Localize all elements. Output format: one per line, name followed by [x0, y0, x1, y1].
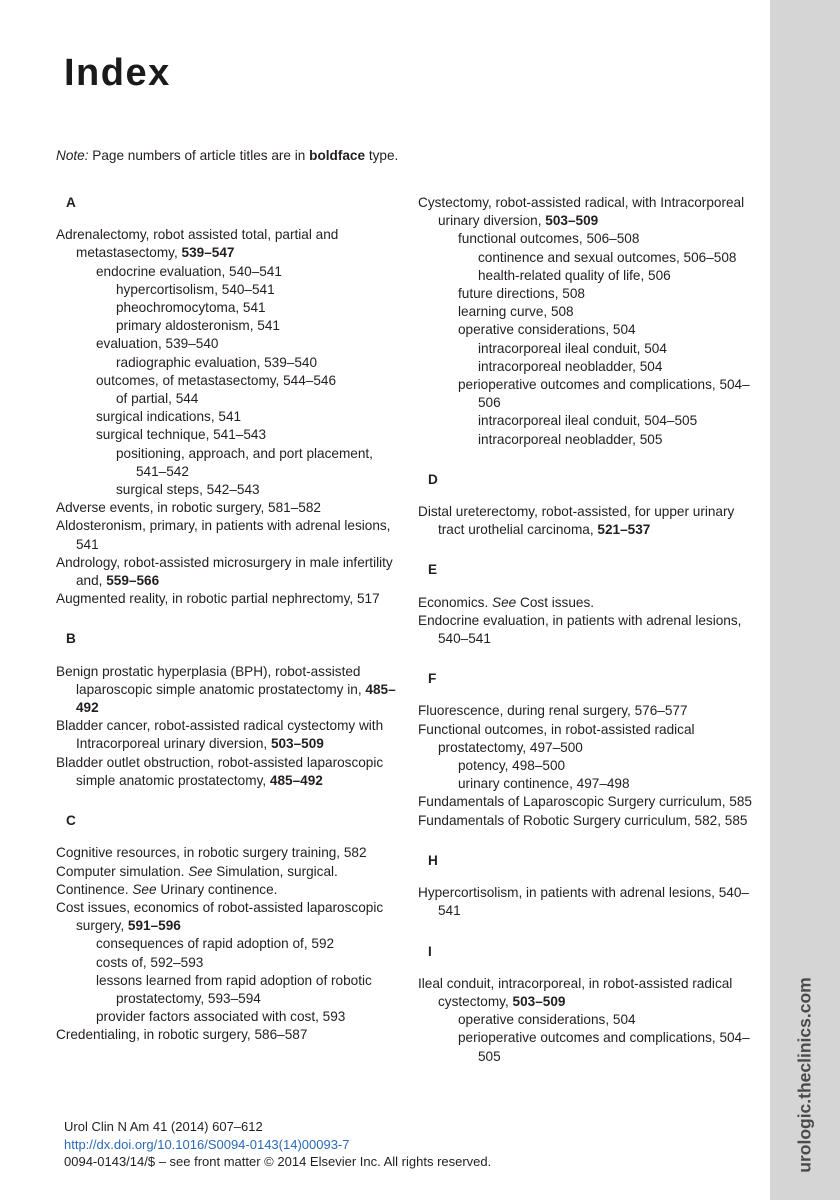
index-entry: Computer simulation. See Simulation, surgical.	[56, 863, 338, 879]
index-entry: Bladder outlet obstruction, robot-assisted laparoscopic simple anatomic prostatectomy, 485–492	[56, 754, 384, 788]
index-subentry: learning curve, 508	[458, 304, 574, 320]
section-c-continued	[418, 194, 758, 449]
index-entry: Bladder cancer, robot-assisted radical cystectomy with Intracorporeal urinary diversion, 503–509	[56, 718, 384, 752]
index-entry: Credentialing, in robotic surgery, 586–587	[56, 1027, 308, 1043]
doi-link[interactable]: http://dx.doi.org/10.1016/S0094-0143(14)00093-7	[64, 1136, 350, 1152]
section-letter: C	[66, 813, 76, 829]
index-subentry: pheochromocytoma, 541	[116, 300, 266, 316]
journal-url: urologic.theclinics.com	[794, 977, 815, 1173]
index-subentry: potency, 498–500	[458, 758, 566, 774]
section-d	[418, 471, 758, 540]
index-subentry: primary aldosteronism, 541	[116, 318, 280, 334]
index-entry: Fundamentals of Laparoscopic Surgery curriculum, 585	[418, 794, 752, 810]
index-subentry: intracorporeal ileal conduit, 504	[478, 340, 667, 356]
index-subentry: radiographic evaluation, 539–540	[116, 354, 318, 370]
section-letter: H	[428, 852, 438, 868]
index-subentry: future directions, 508	[458, 286, 585, 302]
index-entry: Augmented reality, in robotic partial nephrectomy, 517	[56, 591, 380, 607]
index-entry: Aldosteronism, primary, in patients with adrenal lesions, 541	[56, 518, 391, 552]
note-text-post: type.	[368, 148, 399, 163]
section-b	[56, 630, 396, 790]
index-entry: Continence. See Urinary continence.	[56, 881, 278, 897]
index-subentry: perioperative outcomes and complications, 504–506	[458, 377, 750, 411]
index-subentry: intracorporeal neobladder, 505	[478, 431, 663, 447]
index-entry: Fundamentals of Robotic Surgery curriculum, 582, 585	[418, 812, 748, 828]
index-subentry: surgical indications, 541	[96, 409, 242, 425]
index-subentry: perioperative outcomes and complications, 504–505	[458, 1030, 750, 1064]
page-footer	[64, 1118, 491, 1171]
section-letter: I	[428, 943, 432, 959]
index-entry: Ileal conduit, intracorporeal, in robot-assisted radical cystectomy, 503–509	[418, 975, 733, 1009]
copyright-notice: 0094-0143/14/$ – see front matter © 2014 Elsevier Inc. All rights reserved.	[64, 1154, 492, 1169]
right-column	[418, 194, 758, 1088]
section-e	[418, 561, 758, 648]
left-column	[56, 194, 396, 1067]
index-subentry: hypercortisolism, 540–541	[116, 281, 275, 297]
index-subentry: costs of, 592–593	[96, 954, 204, 970]
index-note	[56, 148, 398, 163]
index-subentry: intracorporeal neobladder, 504	[478, 358, 663, 374]
index-entry: Adverse events, in robotic surgery, 581–582	[56, 500, 321, 516]
index-subentry: operative considerations, 504	[458, 1012, 636, 1028]
index-entry: Andrology, robot-assisted microsurgery in male infertility and, 559–566	[56, 554, 393, 589]
index-entry: Benign prostatic hyperplasia (BPH), robot-assisted laparoscopic simple anatomic prostatectomy in, 485–492	[56, 663, 396, 716]
index-entry: Functional outcomes, in robot-assisted radical prostatectomy, 497–500	[418, 721, 695, 755]
journal-citation: Urol Clin N Am 41 (2014) 607–612	[64, 1119, 263, 1134]
index-subentry: intracorporeal ileal conduit, 504–505	[478, 413, 698, 429]
index-entry: Economics. See Cost issues.	[418, 594, 595, 610]
index-subentry: functional outcomes, 506–508	[458, 231, 640, 247]
section-letter: E	[428, 562, 438, 578]
index-subentry: provider factors associated with cost, 593	[96, 1009, 346, 1025]
note-label: Note:	[56, 148, 89, 163]
index-entry: Fluorescence, during renal surgery, 576–577	[418, 703, 688, 719]
page-title: Index	[64, 52, 171, 94]
section-letter: D	[428, 471, 438, 487]
section-i	[418, 943, 758, 1066]
index-entry: Cystectomy, robot-assisted radical, with Intracorporeal urinary diversion, 503–509	[418, 195, 745, 229]
index-entry: Distal ureterectomy, robot-assisted, for upper urinary tract urothelial carcinoma, 521–537	[418, 504, 735, 538]
index-subentry: surgical technique, 541–543	[96, 427, 267, 443]
index-entry: Adrenalectomy, robot assisted total, partial and metastasectomy, 539–547	[56, 227, 339, 261]
index-subentry: surgical steps, 542–543	[116, 482, 260, 498]
index-subentry: outcomes, of metastasectomy, 544–546	[96, 372, 337, 388]
note-text-pre: Page numbers of article titles are in	[92, 148, 306, 163]
index-subentry: positioning, approach, and port placement, 541–542	[116, 445, 373, 479]
index-subentry: endocrine evaluation, 540–541	[96, 263, 282, 279]
index-entry: Cost issues, economics of robot-assisted laparoscopic surgery, 591–596	[56, 899, 384, 934]
section-c	[56, 812, 396, 1044]
index-entry: Endocrine evaluation, in patients with adrenal lesions, 540–541	[418, 612, 742, 647]
index-subentry: operative considerations, 504	[458, 322, 636, 338]
section-letter: A	[66, 195, 76, 210]
section-h	[418, 852, 758, 921]
section-letter: B	[66, 631, 76, 647]
index-subentry: evaluation, 539–540	[96, 336, 219, 352]
index-subentry: lessons learned from rapid adoption of robotic prostatectomy, 593–594	[96, 972, 372, 1006]
index-subentry: continence and sexual outcomes, 506–508	[478, 249, 737, 265]
section-letter: F	[428, 671, 437, 687]
index-entry: Hypercortisolism, in patients with adrenal lesions, 540–541	[418, 885, 749, 919]
index-subentry: of partial, 544	[116, 391, 199, 407]
index-subentry: health-related quality of life, 506	[478, 267, 671, 283]
note-boldface: boldface	[309, 148, 366, 163]
index-entry: Cognitive resources, in robotic surgery training, 582	[56, 845, 367, 861]
index-subentry: urinary continence, 497–498	[458, 776, 630, 792]
section-f	[418, 670, 758, 830]
index-subentry: consequences of rapid adoption of, 592	[96, 936, 335, 952]
section-a	[56, 194, 396, 608]
